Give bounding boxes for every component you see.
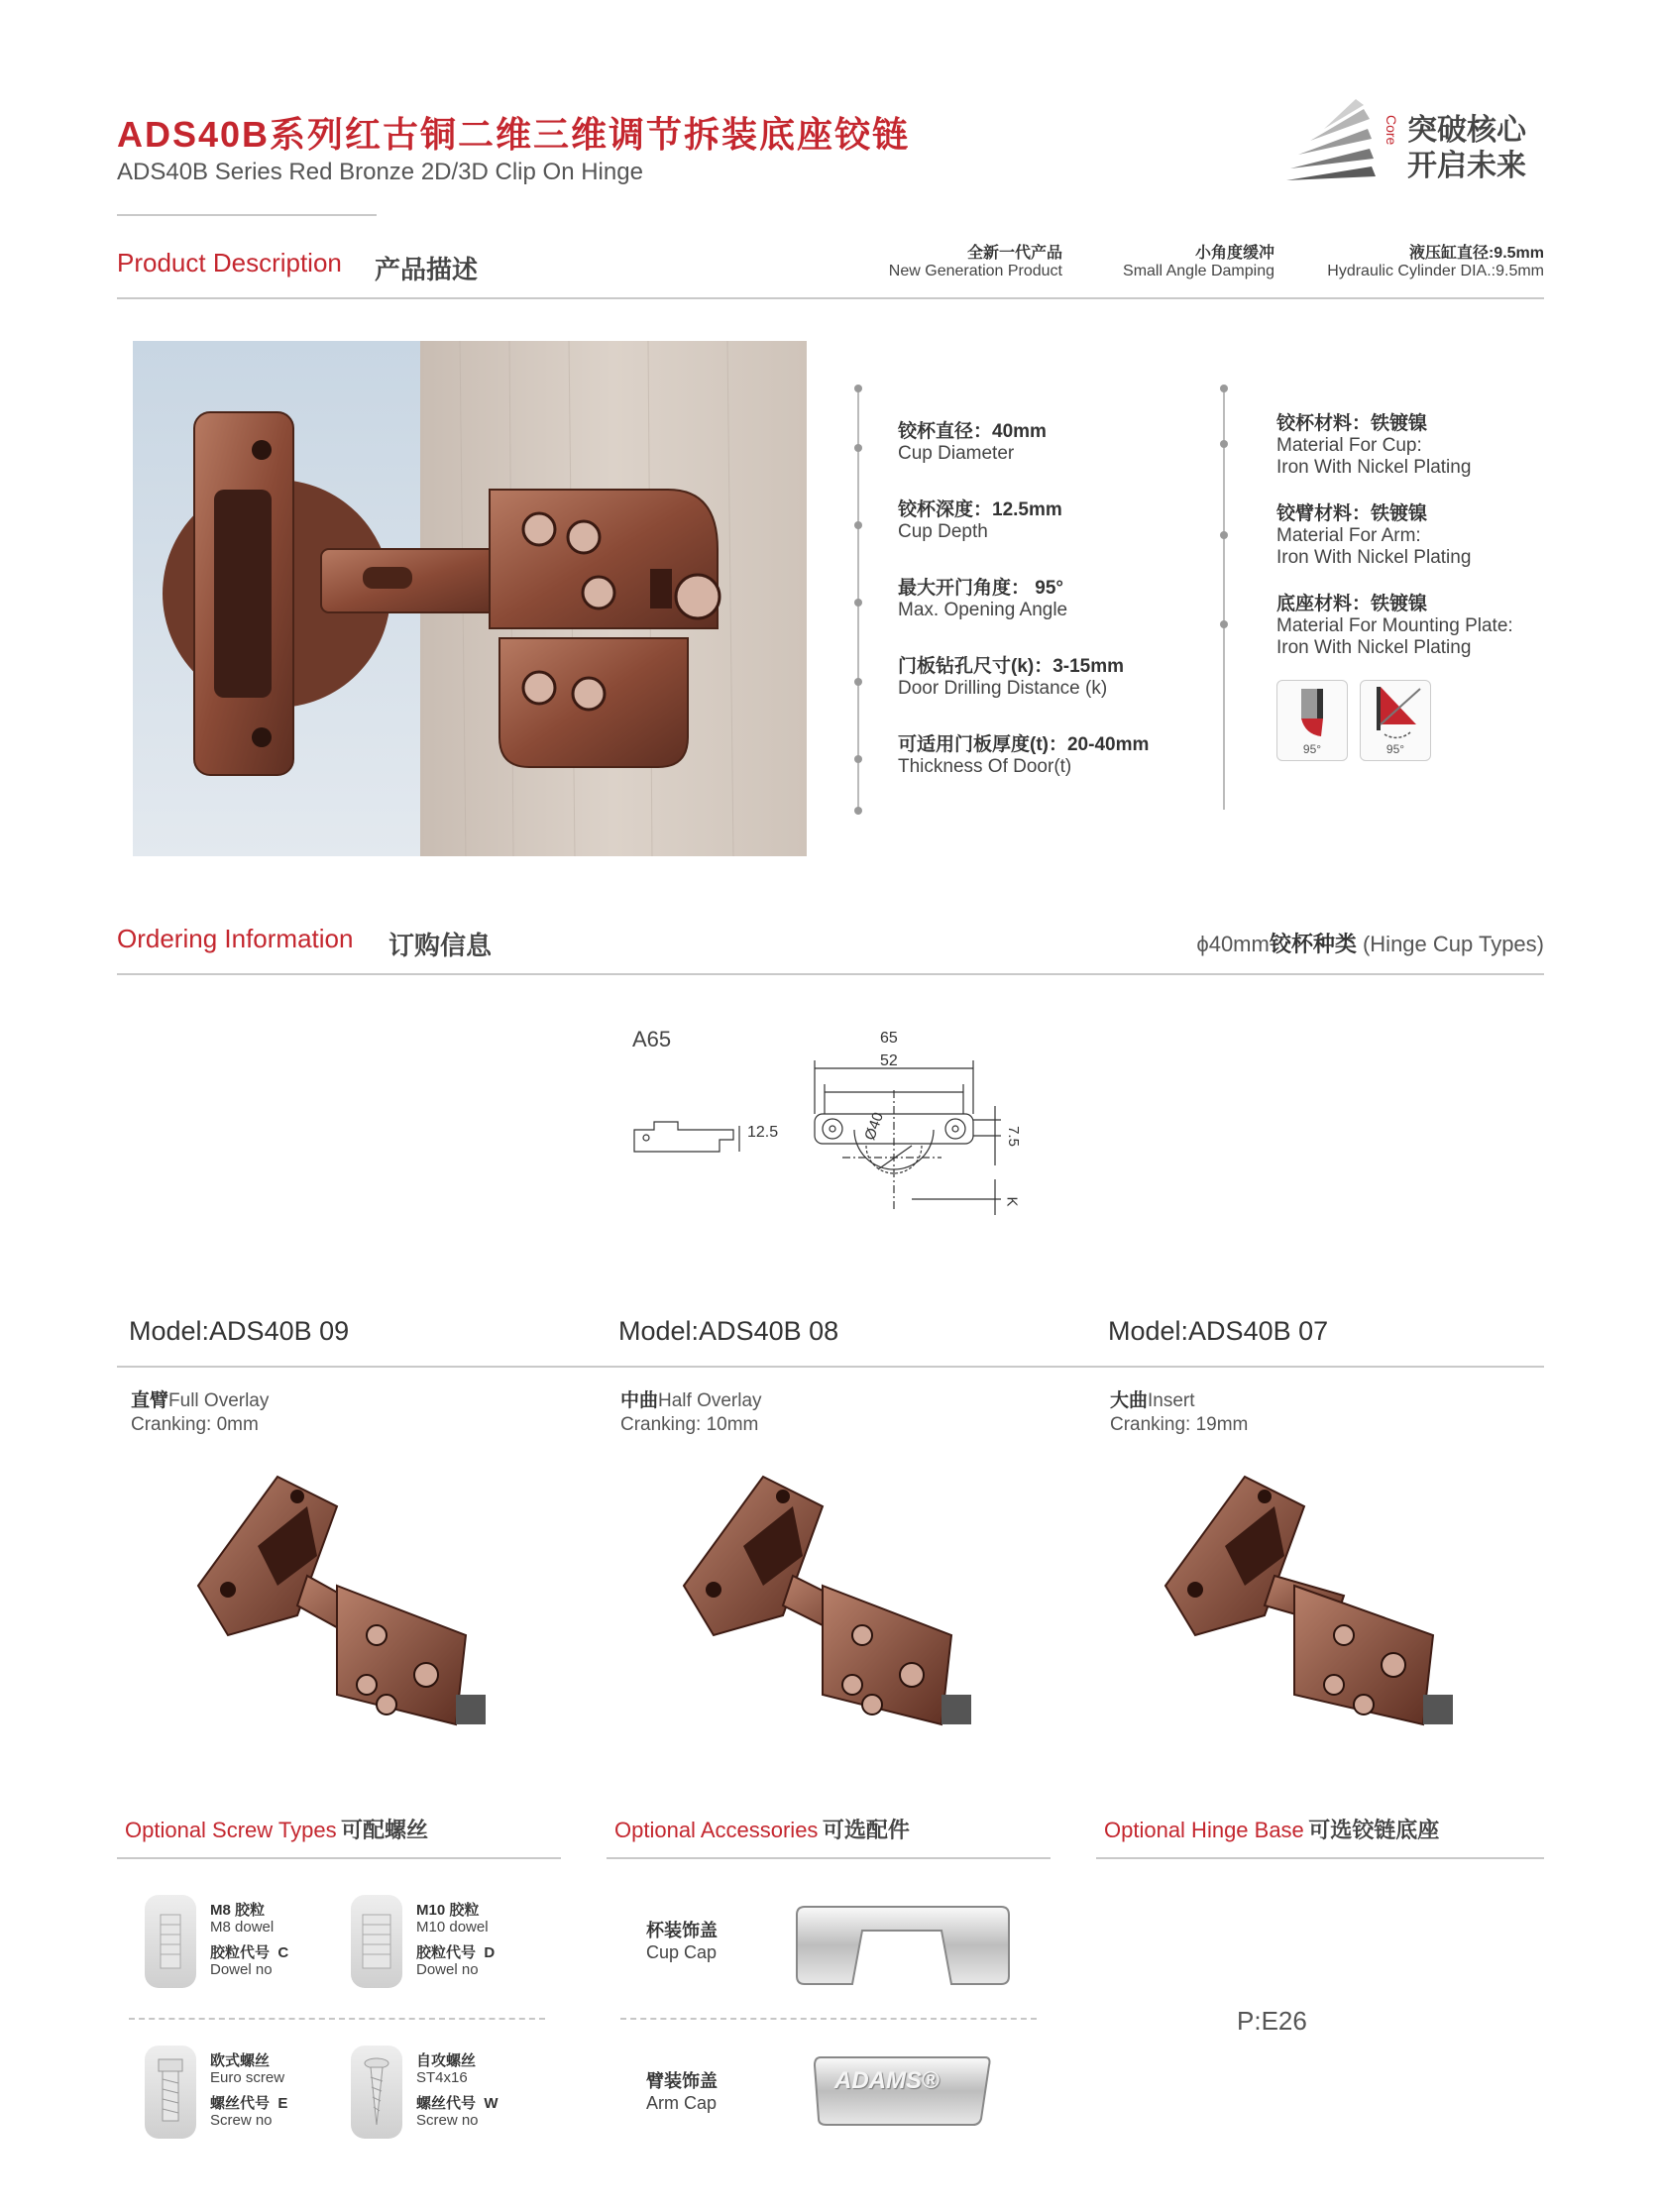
page-title-cn: ADS40B系列红古铜二维三维调节拆装底座铰链: [117, 114, 911, 155]
spec-dot: [854, 385, 862, 392]
model-title-07: [1108, 1316, 1328, 1347]
spec-dot: [1220, 440, 1228, 448]
section-divider: [117, 973, 1544, 975]
angle-icon-cup: [1276, 680, 1348, 761]
spec-arm-material: [1276, 498, 1471, 569]
euro-screw-icon: [145, 2046, 196, 2139]
spec-en: Iron With Nickel Plating: [1276, 547, 1472, 568]
spec-plate-material: [1276, 589, 1513, 659]
cranking: Cranking: 19mm: [1110, 1414, 1249, 1435]
section-divider: [117, 1366, 1544, 1368]
accessory-arm-cap: [646, 2067, 718, 2114]
title-cn: 可选铰链底座: [1308, 1818, 1440, 1842]
angle-icon-label: 95°: [1302, 742, 1322, 756]
title-en: Optional Hinge Base: [1104, 1818, 1304, 1842]
type-cn: 大曲: [1110, 1390, 1149, 1411]
accessory-cn: 臂装饰盖: [646, 2071, 718, 2091]
spec-cup-diameter: [898, 416, 1047, 465]
spec-en: Cup Depth: [898, 521, 988, 542]
screw-en: M10 dowel: [416, 1919, 489, 1936]
spec-en: Cup Diameter: [898, 443, 1015, 464]
model-number: ADS40B 07: [1188, 1316, 1329, 1346]
model-prefix: Model:: [129, 1316, 210, 1346]
code-row: [210, 1941, 288, 1962]
spec-dot: [854, 807, 862, 815]
product-description-title: Product Description: [117, 248, 342, 277]
code-letter: E: [277, 2095, 288, 2112]
screw-m10-dowel: [416, 1899, 495, 1978]
cup-types-label: [1196, 928, 1544, 958]
spec-dot: [854, 678, 862, 686]
spec-en: Iron With Nickel Plating: [1276, 637, 1472, 658]
spec-cn: 铰臂材料：铁镀镍: [1276, 503, 1428, 524]
dashed-divider: [620, 2018, 1037, 2020]
cranking: Cranking: 0mm: [131, 1414, 259, 1435]
spec-door-thickness: [898, 729, 1149, 778]
screw-cn: 欧式螺丝: [210, 2052, 271, 2069]
code-en: Dowel no: [210, 1961, 273, 1978]
feature-hydraulic-cylinder: [1327, 240, 1544, 280]
feature-en: Small Angle Damping: [1123, 263, 1274, 279]
feature-small-angle-damping: [1123, 240, 1274, 280]
section-divider: [1096, 1857, 1544, 1859]
spec-en: Iron With Nickel Plating: [1276, 457, 1472, 478]
accessory-en: Cup Cap: [646, 1942, 718, 1962]
type-en: Insert: [1148, 1390, 1195, 1411]
section-divider: [607, 1857, 1051, 1859]
section-divider: [117, 297, 1544, 299]
spec-en: Material For Mounting Plate:: [1276, 615, 1513, 636]
cup-types-prefix: ϕ40mm: [1196, 932, 1270, 956]
spec-en: Max. Opening Angle: [898, 600, 1068, 620]
m10-dowel-icon: [351, 1895, 402, 1988]
spec-en: Material For Arm:: [1276, 525, 1421, 546]
screw-m8-dowel: [210, 1899, 288, 1978]
screw-cn: M8 胶粒: [210, 1902, 266, 1919]
product-photo: [133, 341, 807, 856]
feature-cn: 液压缸直径:9.5mm: [1408, 245, 1544, 262]
screw-en: Euro screw: [210, 2069, 285, 2086]
logo-slogan-2: 开启未来: [1407, 150, 1526, 182]
product-description-title-cn: 产品描述: [375, 255, 479, 284]
model-title-09: [129, 1316, 349, 1347]
optional-screws-title: [125, 1814, 428, 1844]
type-cn: 中曲: [620, 1390, 659, 1411]
screw-cn: 自攻螺丝: [416, 2052, 477, 2069]
accessory-en: Arm Cap: [646, 2093, 718, 2113]
feature-cn: 全新一代产品: [966, 245, 1062, 262]
dim-52: 52: [880, 1052, 898, 1069]
screw-st4x16: [416, 2049, 498, 2129]
code-en: Dowel no: [416, 1961, 479, 1978]
spec-cup-material: [1276, 408, 1471, 479]
screw-en: M8 dowel: [210, 1919, 275, 1936]
spec-cn: 最大开门角度： 95°: [898, 578, 1064, 599]
model-title-08: [618, 1316, 838, 1347]
feature-en: New Generation Product: [888, 263, 1062, 279]
code-letter: C: [277, 1944, 289, 1961]
spec-cn: 铰杯直径：40mm: [898, 421, 1047, 442]
code-row: [416, 1941, 495, 1962]
optional-base-title: [1104, 1814, 1439, 1844]
accessory-cn: 杯装饰盖: [646, 1921, 718, 1940]
code-cn: 螺丝代号: [416, 2095, 477, 2112]
code-letter: D: [484, 1944, 496, 1961]
section-divider: [117, 1857, 561, 1859]
title-cn: 可选配件: [822, 1818, 910, 1842]
spec-opening-angle: [898, 573, 1067, 621]
feature-new-generation: [889, 240, 1062, 280]
ordering-information-title-cn: 订购信息: [388, 931, 493, 960]
angle-icon-door: [1360, 680, 1431, 761]
spec-dot: [854, 444, 862, 452]
model-desc-07: [1110, 1389, 1248, 1437]
title-cn: 可配螺丝: [341, 1818, 429, 1842]
technical-drawing: [624, 1031, 1041, 1229]
ordering-information-title: Ordering Information: [117, 924, 354, 953]
brand-logo-icon: [1284, 97, 1384, 186]
dim-65: 65: [880, 1030, 898, 1047]
spec-dot: [854, 755, 862, 763]
dim-12-5: 12.5: [747, 1124, 779, 1141]
tapping-screw-icon: [351, 2046, 402, 2139]
feature-cn: 小角度缓冲: [1194, 245, 1274, 262]
drawing-code: A65: [632, 1027, 672, 1051]
spec-dot: [1220, 385, 1228, 392]
model-prefix: Model:: [1108, 1316, 1189, 1346]
dim-k: K: [1003, 1196, 1021, 1207]
cup-types-en: (Hinge Cup Types): [1356, 932, 1544, 956]
spec-cn: 门板钻孔尺寸(k)：3-15mm: [898, 656, 1125, 677]
m8-dowel-icon: [145, 1895, 196, 1988]
screw-en: ST4x16: [416, 2069, 468, 2086]
logo-slogan-1: 突破核心: [1407, 114, 1526, 147]
optional-accessories-title: [614, 1814, 910, 1844]
spec-en: Door Drilling Distance (k): [898, 678, 1108, 699]
spec-en: Thickness Of Door(t): [898, 756, 1072, 777]
spec-timeline: [1223, 388, 1225, 810]
hinge-image-09: [188, 1467, 525, 1754]
spec-cn: 铰杯材料：铁镀镍: [1276, 413, 1428, 434]
hinge-image-07: [1156, 1467, 1493, 1754]
cup-types-cn: 铰杯种类: [1269, 932, 1357, 956]
type-en: Half Overlay: [658, 1390, 762, 1411]
dim-cup-40: Ø40: [861, 1110, 888, 1143]
spec-cup-depth: [898, 495, 1062, 543]
arm-cap-brand: ADAMS®: [834, 2067, 940, 2094]
spec-cn: 可适用门板厚度(t)：20-40mm: [898, 734, 1150, 755]
cranking: Cranking: 10mm: [620, 1414, 759, 1435]
spec-dot: [1220, 620, 1228, 628]
type-cn: 直臂: [131, 1390, 169, 1411]
model-prefix: Model:: [618, 1316, 700, 1346]
spec-dot: [1220, 531, 1228, 539]
arm-cap-image: [811, 2049, 993, 2129]
code-letter: W: [484, 2095, 498, 2112]
code-en: Screw no: [416, 2112, 479, 2129]
code-cn: 胶粒代号: [210, 1944, 271, 1961]
code-cn: 胶粒代号: [416, 1944, 477, 1961]
title-en: Optional Accessories: [614, 1818, 819, 1842]
accessory-cup-cap: [646, 1917, 718, 1963]
spec-cn: 铰杯深度：12.5mm: [898, 499, 1062, 520]
title-en: Optional Screw Types: [125, 1818, 337, 1842]
spec-en: Material For Cup:: [1276, 435, 1422, 456]
model-desc-08: [620, 1389, 762, 1437]
screw-cn: M10 胶粒: [416, 1902, 480, 1919]
angle-icon-label: 95°: [1385, 742, 1405, 756]
cup-cap-image: [793, 1901, 1013, 1990]
page-number: P:E26: [1237, 2006, 1307, 2036]
spec-dot: [854, 521, 862, 529]
code-cn: 螺丝代号: [210, 2095, 271, 2112]
dim-7-5: 7.5: [1004, 1126, 1022, 1147]
model-number: ADS40B 08: [699, 1316, 839, 1346]
model-number: ADS40B 09: [209, 1316, 350, 1346]
code-en: Screw no: [210, 2112, 273, 2129]
hinge-image-08: [674, 1467, 1011, 1754]
model-desc-09: [131, 1389, 269, 1437]
spec-drilling-distance: [898, 651, 1124, 700]
page-title-en: ADS40B Series Red Bronze 2D/3D Clip On Hinge: [117, 159, 643, 185]
feature-en: Hydraulic Cylinder DIA.:9.5mm: [1327, 263, 1544, 279]
type-en: Full Overlay: [168, 1390, 270, 1411]
code-row: [416, 2092, 498, 2113]
title-underline: [117, 214, 377, 216]
code-row: [210, 2092, 287, 2113]
spec-cn: 底座材料：铁镀镍: [1276, 594, 1428, 614]
spec-dot: [854, 599, 862, 607]
screw-euro: [210, 2049, 287, 2129]
logo-core-text: Core: [1384, 115, 1399, 146]
dashed-divider: [129, 2018, 545, 2020]
